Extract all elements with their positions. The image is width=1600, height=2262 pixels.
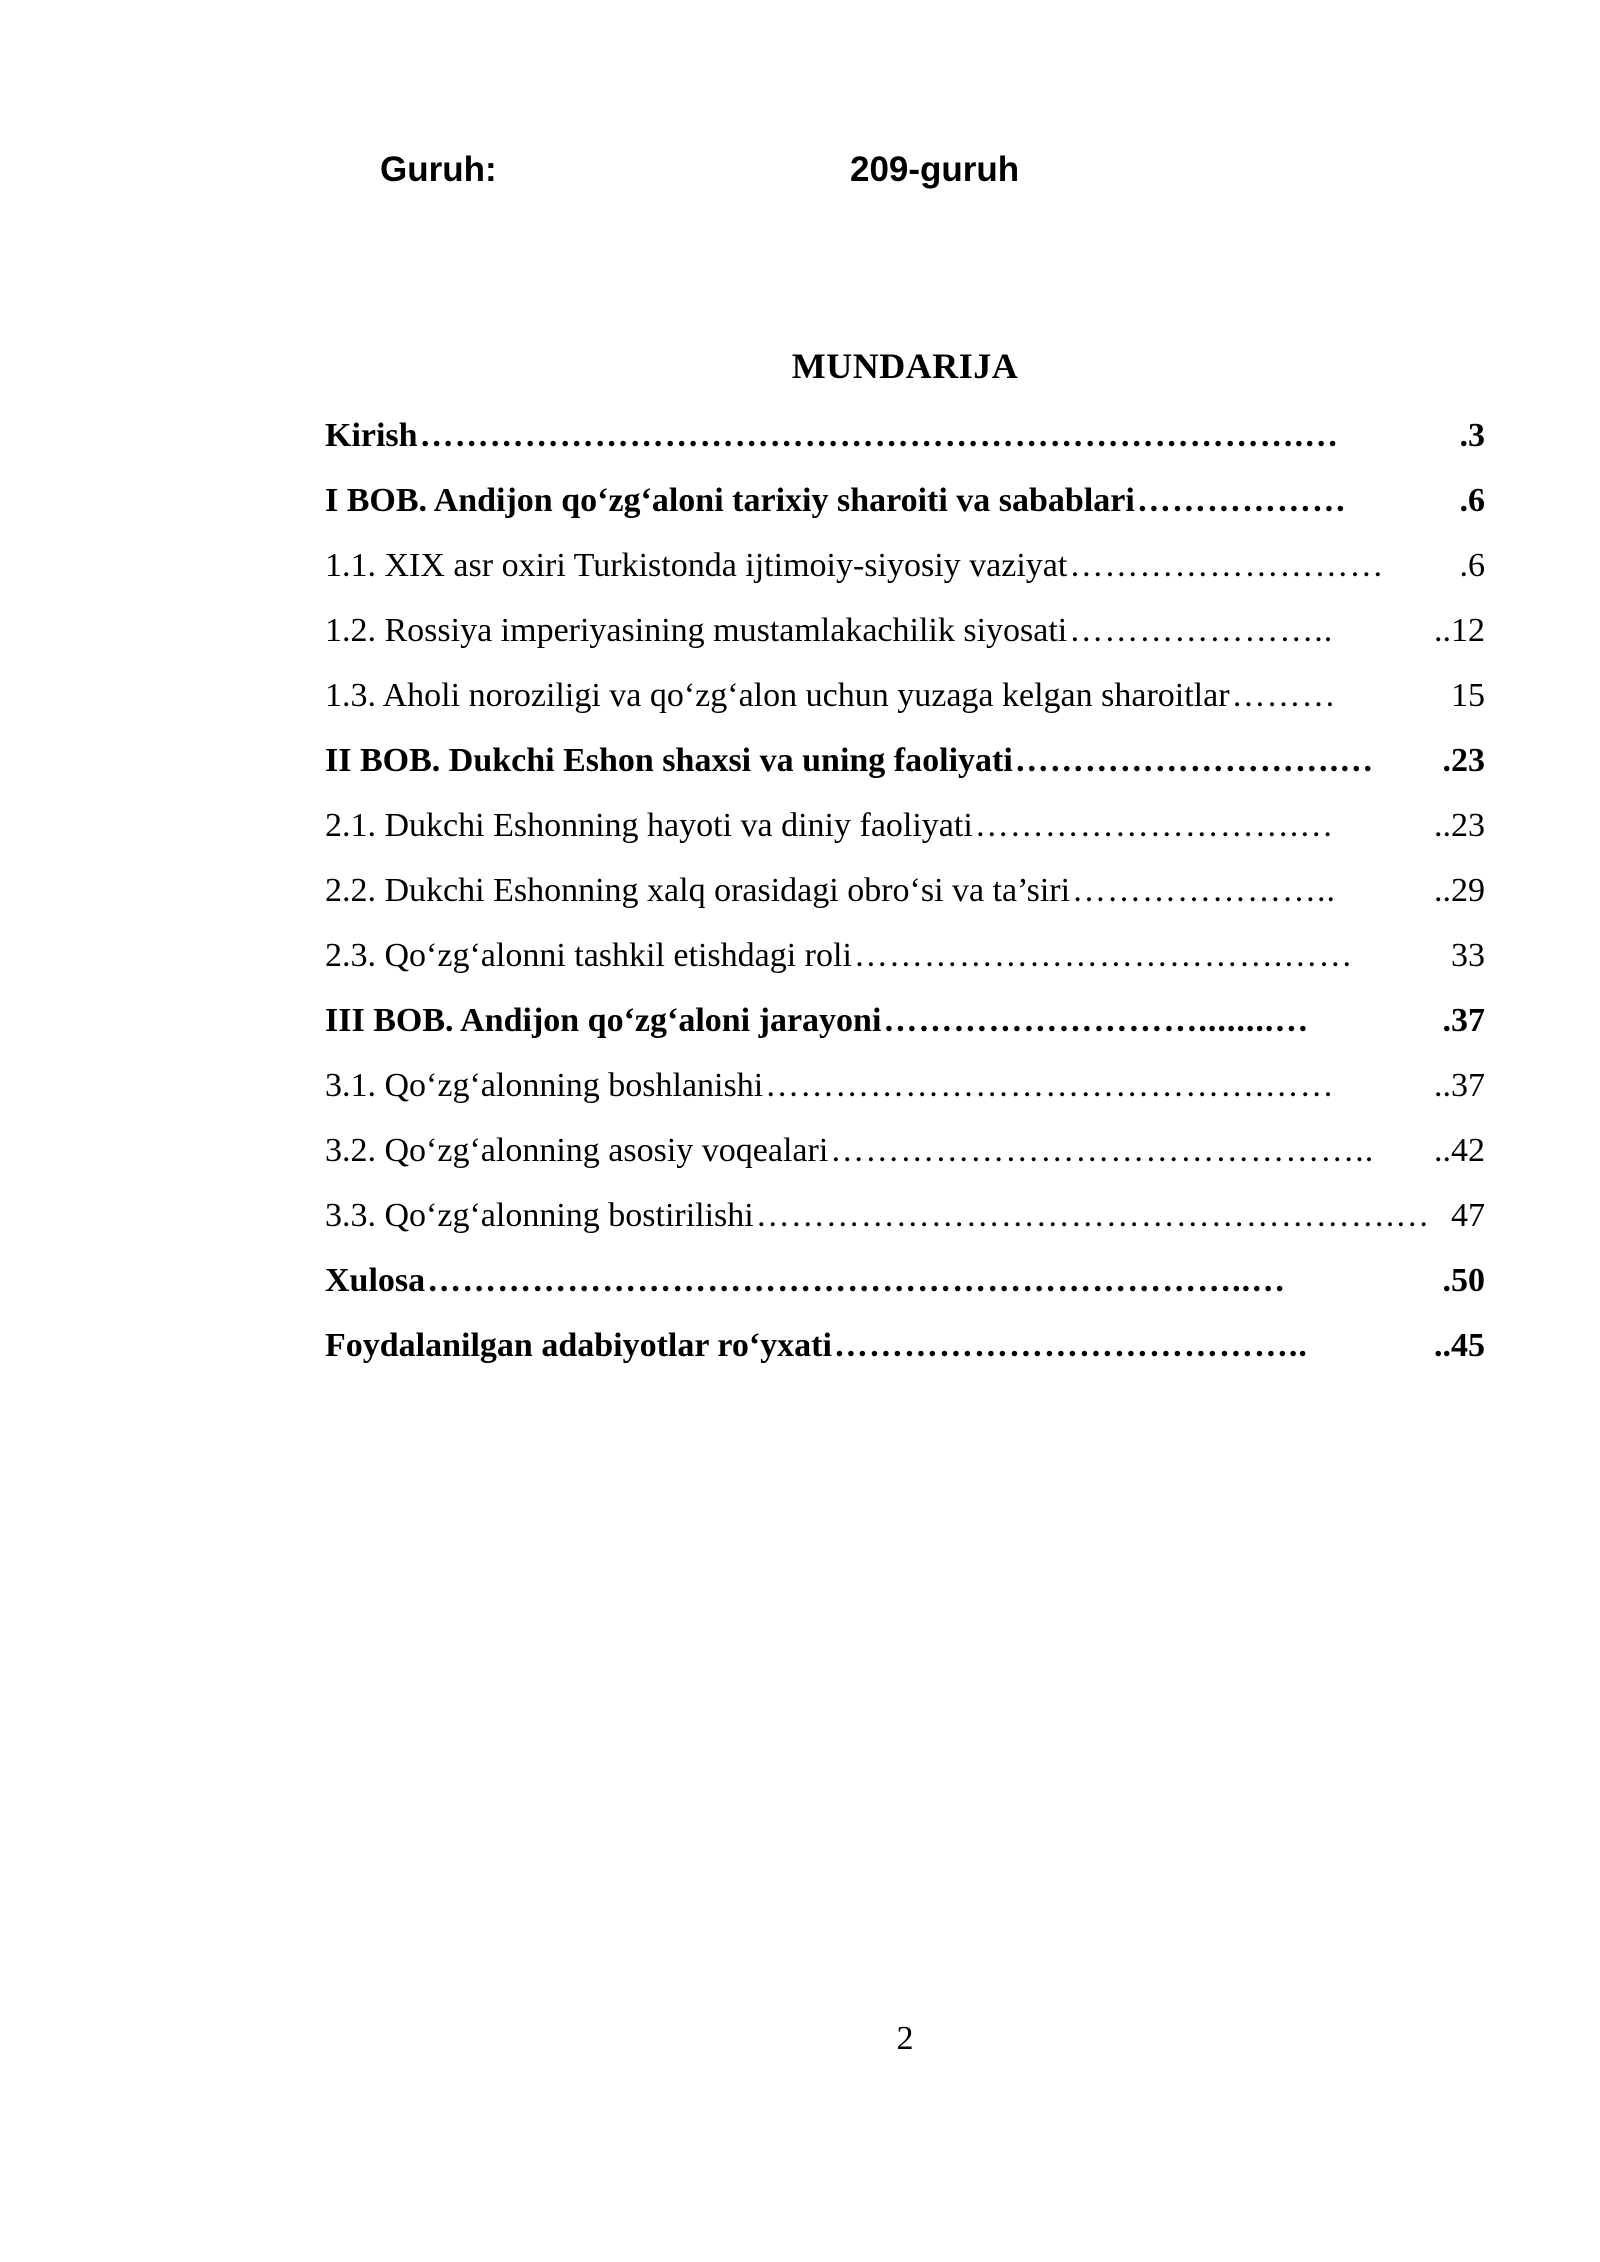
toc-entry	[325, 412, 1485, 477]
toc-dot-leader: ………………………........…	[883, 1002, 1310, 1039]
toc-dot-leader: ………………………………………..	[830, 1132, 1375, 1169]
toc-entry-page: ..45	[1432, 1322, 1485, 1370]
toc-entry	[325, 672, 1485, 737]
toc-entry-page: .6	[1458, 477, 1486, 525]
toc-dot-leader: ………	[1231, 677, 1337, 714]
toc-entry-page: .50	[1441, 1257, 1486, 1305]
page-number: 2	[896, 2020, 914, 2057]
group-value: 209-guruh	[850, 150, 1020, 189]
toc-entry-page: .37	[1441, 997, 1486, 1045]
toc-dot-leader: …………………………………….……	[765, 1067, 1335, 1104]
toc-entry	[325, 1322, 1485, 1387]
toc-entry-title: 3.2. Qo‘zg‘alonning asosiy voqealari	[325, 1127, 830, 1175]
toc-dot-leader: …………………..	[1072, 872, 1337, 909]
toc-entry-page: ..29	[1432, 867, 1485, 915]
toc-entry-page: ..37	[1432, 1062, 1485, 1110]
toc-entry-title: 2.2. Dukchi Eshonning xalq orasidagi obro‘si va ta’siri	[325, 867, 1072, 915]
toc-entry	[325, 932, 1485, 997]
toc-entry	[325, 737, 1485, 802]
toc-dot-leader: ………………………………………………………………….…	[419, 417, 1340, 454]
toc-entry	[325, 867, 1485, 932]
toc-entry-title: 3.1. Qo‘zg‘alonning boshlanishi	[325, 1062, 765, 1110]
toc-entry	[325, 802, 1485, 867]
toc-dot-leader: ……………………….…	[974, 807, 1335, 844]
toc-dot-leader: ……………………………………………………………..…	[427, 1262, 1287, 1299]
toc-entry-title: Xulosa	[325, 1257, 427, 1305]
toc-entry	[325, 477, 1485, 542]
toc-dot-leader: ………………………	[1069, 547, 1385, 584]
toc-entry-title: 3.3. Qo‘zg‘alonning bostirilishi	[325, 1192, 756, 1240]
toc-dot-leader: …………………………………..	[833, 1327, 1308, 1364]
toc-entry-title: Foydalanilgan adabiyotlar ro‘yxati	[325, 1322, 834, 1370]
toc-entry	[325, 1192, 1485, 1257]
toc-entry-title: 2.1. Dukchi Eshonning hayoti va diniy faoliyati	[325, 802, 975, 850]
toc-dot-leader: ……………………………….……	[853, 937, 1354, 974]
toc-entry-page: ..12	[1432, 607, 1485, 655]
toc-entry-page: .6	[1458, 542, 1486, 590]
toc-entry	[325, 1257, 1485, 1322]
toc-dot-leader: ……………………….…	[1014, 742, 1375, 779]
toc-entry	[325, 542, 1485, 607]
toc-dot-leader: …………………..	[1069, 612, 1334, 649]
toc-entry-title: Kirish	[325, 412, 420, 460]
toc-entry-title: II BOB. Dukchi Eshon shaxsi va uning faoliyati	[325, 737, 1015, 785]
toc-entry-title: 2.3. Qo‘zg‘alonni tashkil etishdagi roli	[325, 932, 854, 980]
toc-entry-page: ..42	[1432, 1127, 1485, 1175]
toc-entry-title: 1.3. Aholi noroziligi va qo‘zg‘alon uchun yuzaga kelgan sharoitlar	[325, 672, 1232, 720]
toc-entry-title: 1.1. XIX asr oxiri Turkistonda ijtimoiy-siyosiy vaziyat	[325, 542, 1069, 590]
toc-entry-title: 1.2. Rossiya imperiyasining mustamlakachilik siyosati	[325, 607, 1069, 655]
table-of-contents	[325, 412, 1485, 1387]
toc-entry	[325, 997, 1485, 1062]
toc-entry-page: ..23	[1432, 802, 1485, 850]
toc-entry-page: .3	[1458, 412, 1486, 460]
toc-title: MUNDARIJA	[791, 346, 1019, 386]
toc-entry-page: 33	[1449, 932, 1485, 980]
toc-dot-leader: ……………………………………………….…	[755, 1197, 1431, 1234]
toc-entry	[325, 1127, 1485, 1192]
toc-entry-page: 47	[1449, 1192, 1485, 1240]
group-label: Guruh:	[380, 150, 497, 189]
toc-entry-page: 15	[1449, 672, 1485, 720]
toc-dot-leader: ………………	[1136, 482, 1347, 519]
toc-entry	[325, 607, 1485, 672]
toc-entry	[325, 1062, 1485, 1127]
toc-entry-title: I BOB. Andijon qo‘zg‘aloni tarixiy sharoiti va sabablari	[325, 477, 1137, 525]
toc-entry-page: .23	[1441, 737, 1486, 785]
toc-entry-title: III BOB. Andijon qo‘zg‘aloni jarayoni	[325, 997, 883, 1045]
